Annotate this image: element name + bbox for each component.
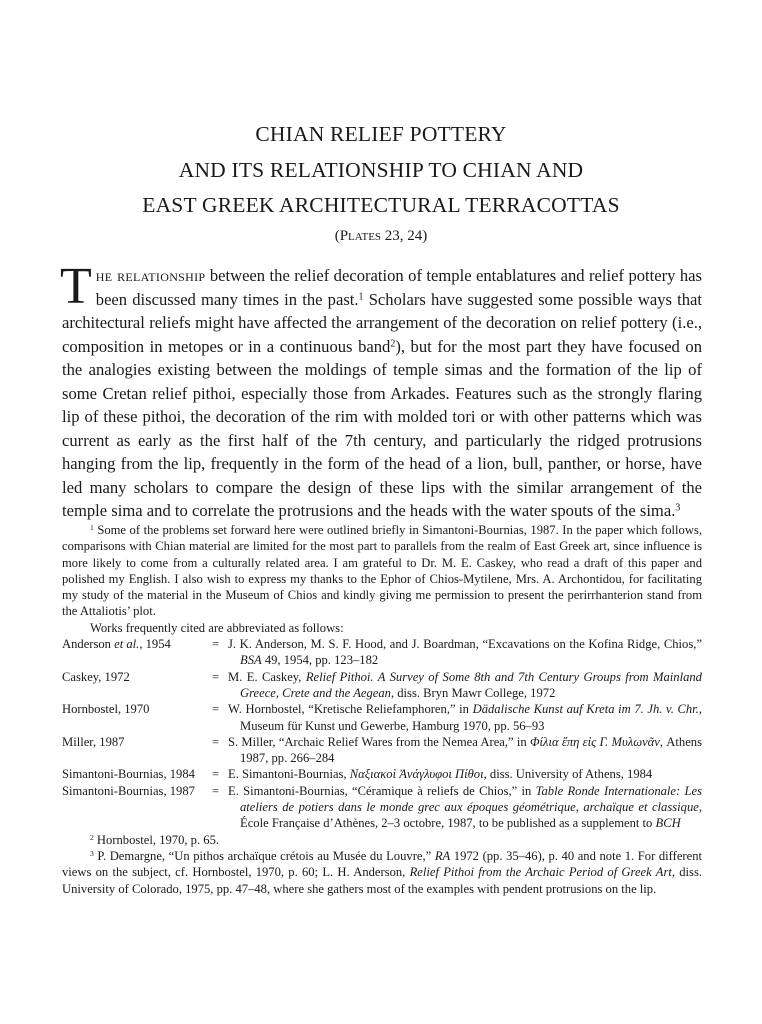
- abbreviation-value: J. K. Anderson, M. S. F. Hood, and J. Boardman, “Excavations on the Kofina Ridge, Chios,” BSA 49, 1954, pp. 123–182: [228, 637, 702, 668]
- plates-word: Plates: [339, 228, 382, 244]
- footnote-ref-2: 2: [390, 338, 396, 350]
- footnote-1: [62, 522, 702, 620]
- equals-sign: =: [212, 637, 220, 652]
- abbreviations-table: [62, 636, 702, 832]
- abbreviation-key: Simantoni-Bournias, 1987: [62, 783, 195, 798]
- plates-open: (: [334, 228, 340, 244]
- body-text-1: between the relief decoration of temple entablatures and relief pottery has been discussed many times in the past.: [95, 266, 702, 309]
- footnotes: [62, 522, 702, 897]
- title-line-2: AND ITS RELATIONSHIP TO CHIAN AND: [178, 158, 584, 182]
- plates-numbers: 23, 24): [381, 228, 428, 244]
- abbreviation-value: E. Simantoni-Bournias, Ναξιακοὶ Ἀνάγλυφοι Πίθοι, diss. University of Athens, 1984: [228, 767, 653, 782]
- abbreviation-row: [62, 669, 702, 702]
- equals-sign: =: [212, 783, 220, 798]
- equals-sign: =: [212, 734, 220, 749]
- abbreviation-row: [62, 734, 702, 767]
- footnote-number: 2: [90, 832, 94, 842]
- plates-reference: [0, 228, 762, 245]
- footnote-text: Hornbostel, 1970, p. 65.: [93, 832, 220, 847]
- abbreviation-value: S. Miller, “Archaic Relief Wares from the Nemea Area,” in Φίλια ἔπη εἰς Γ. Μυλωνᾶν, Athens 1987, pp. 266–284: [228, 734, 702, 766]
- footnote-text: Some of the problems set forward here were outlined briefly in Simantoni-Bournias, 1987. In the paper which follows, comparisons with Chian material are limited for the most part to parallels from the realm of East Greek art, since influence is more likely to come from a culturally related area. I am grateful to Dr. M. E. Caskey, who read a draft of this paper and polished my English. I also wish to express my thanks to the Ephor of Chios-Mytilene, Mrs. A. Archontidou, for facilitating my study of the material in the Museum of Chios and kindly giving me permission to present the perirrhanterion stand from the Attaliotis’ plot.: [62, 523, 702, 619]
- drop-cap: T: [60, 258, 92, 315]
- abbreviation-row: [62, 701, 702, 734]
- equals-sign: =: [212, 767, 220, 782]
- abbreviation-row: [62, 636, 702, 669]
- title-line-3: EAST GREEK ARCHITECTURAL TERRACOTTAS: [142, 193, 620, 217]
- works-cited-intro: Works frequently cited are abbreviated as follows:: [90, 620, 344, 635]
- abbreviation-key: Anderson et al., 1954: [62, 637, 171, 652]
- abbreviation-key: Hornbostel, 1970: [62, 702, 150, 717]
- footnote-number: 3: [90, 848, 94, 858]
- abbreviation-value: W. Hornbostel, “Kretische Reliefamphoren,” in Dädalische Kunst auf Kreta im 7. Jh. v. Chr., Museum für Kunst und Gewerbe, Hamburg 1970, pp. 56–93: [228, 702, 702, 733]
- equals-sign: =: [212, 702, 220, 717]
- body-text-3: ), but for the most part they have focused on the analogies existing between the moldings of temple simas and the formation of the lip of some Cretan relief pithoi, especially those from Arkades. Features such as the strongly flaring lip of these pithoi, the decoration of the rim with molded tori or with other patterns which was current as early as the first half of the 7th century, and particularly the ridged protrusions hanging from the lip, frequently in the form of the head of a lion, bull, panther, or horse, have led many scholars to compare the design of these lips with the similar arrangement of the temple sima and to correlate the protrusions and the heads with the water spouts of the sima.: [62, 336, 703, 520]
- abbreviation-value: E. Simantoni-Bournias, “Céramique à reliefs de Chios,” in Table Ronde Internationale: Les ateliers de potiers dans le monde grec aux époques géométrique, archaïque et classique, École Française d’Athènes, 2–3 octobre, 1987, to be published as a supplement to BCH: [228, 783, 702, 831]
- footnote-ref-1: 1: [358, 291, 364, 303]
- abbreviation-key: Miller, 1987: [62, 734, 125, 749]
- footnote-ref-3: 3: [675, 502, 681, 514]
- footnote-2: [62, 832, 702, 848]
- abbreviation-key: Simantoni-Bournias, 1984: [62, 767, 195, 782]
- body-paragraph: [60, 258, 703, 523]
- equals-sign: =: [212, 669, 220, 684]
- abbreviation-value: M. E. Caskey, Relief Pithoi. A Survey of Some 8th and 7th Century Groups from Mainland Greece, Crete and the Aegean, diss. Bryn Mawr College, 1972: [228, 669, 702, 700]
- abbreviation-key: Caskey, 1972: [62, 669, 130, 684]
- abbreviation-row: [62, 766, 702, 782]
- title-line-1: CHIAN RELIEF POTTERY: [255, 122, 507, 146]
- footnote-3: $^3$ P. Demargne, “Un pithos archaïque crétois au Musée du Louvre,” RA 1972 (pp. 35–46), p. 40 and note 1. For different views on the subject, cf. Hornbostel, 1970, p. 60; L. H. Anderson, Relief Pithoi from the Archaic Period of Greek Art, diss. University of Colorado, 1975, pp. 47–48, where she gathers most of the examples with pendent protrusions on the lip.: [62, 848, 703, 896]
- body-text-2: Scholars have suggested some possible ways that architectural reliefs might have affected the arrangement of the decoration on relief pottery (i.e., composition in metopes or in a continuous band: [62, 289, 702, 356]
- abbreviation-row: [62, 783, 702, 832]
- footnote-number: 1: [90, 522, 94, 532]
- lead-in: he relationship: [95, 266, 206, 285]
